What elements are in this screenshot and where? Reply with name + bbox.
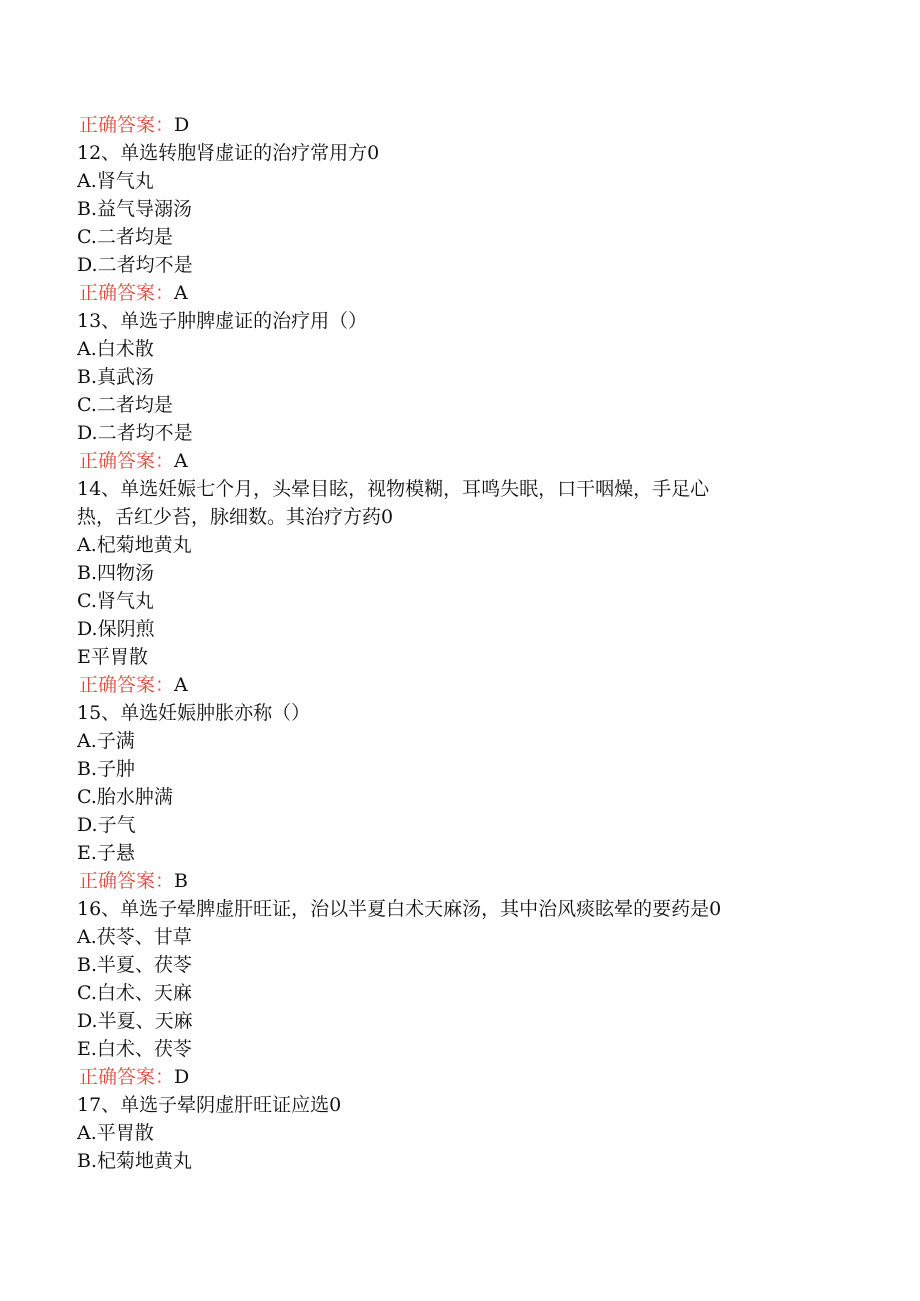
answer-option: A.茯苓、甘草 — [77, 926, 192, 948]
answer-option: B.杞菊地黄丸 — [77, 1150, 193, 1172]
answer-option: A.平胃散 — [77, 1122, 154, 1144]
correct-answer-label: 正确答案： — [79, 450, 175, 472]
answer-option: C.肾气丸 — [77, 590, 154, 612]
correct-answer-value: D — [174, 1066, 190, 1088]
correct-answer-line — [77, 447, 877, 475]
question-text: 16、单选子晕脾虚肝旺证，治以半夏白术天麻汤，其中治风痰眩晕的要药是0 — [77, 898, 722, 920]
question-text: 13、单选子肿脾虚证的治疗用（） — [77, 310, 368, 332]
answer-option: B.真武汤 — [77, 366, 155, 388]
answer-option: D.二者均不是 — [77, 422, 193, 444]
question-text: 15、单选妊娠肿胀亦称（） — [77, 702, 311, 724]
correct-answer-value: D — [174, 114, 190, 136]
correct-answer-label: 正确答案： — [79, 114, 175, 136]
answer-option: B.益气导溺汤 — [77, 198, 193, 220]
answer-option: A.肾气丸 — [77, 170, 154, 192]
question-text: 14、单选妊娠七个月，头晕目眩，视物模糊，耳鸣失眠，口干咽燥，手足心 — [77, 478, 710, 500]
document-body — [77, 111, 877, 1175]
question-text: 12、单选转胞肾虚证的治疗常用方0 — [77, 142, 380, 164]
correct-answer-line — [77, 1063, 877, 1091]
answer-option: A.白术散 — [77, 338, 154, 360]
correct-answer-value: A — [174, 282, 188, 304]
correct-answer-line — [77, 867, 877, 895]
correct-answer-label: 正确答案： — [79, 282, 175, 304]
correct-answer-line — [77, 111, 877, 139]
answer-option: B.半夏、茯苓 — [77, 954, 193, 976]
correct-answer-line — [77, 279, 877, 307]
correct-answer-line — [77, 671, 877, 699]
correct-answer-value: B — [174, 870, 188, 892]
answer-option: C.二者均是 — [77, 394, 173, 416]
answer-option: A.子满 — [77, 730, 135, 752]
correct-answer-label: 正确答案： — [79, 674, 175, 696]
answer-option: D.子气 — [77, 814, 136, 836]
answer-option: D.半夏、天麻 — [77, 1010, 193, 1032]
answer-option: D.保阴煎 — [77, 618, 155, 640]
answer-option: E.白术、茯苓 — [77, 1038, 192, 1060]
answer-option: E.子悬 — [77, 842, 135, 864]
question-text: 热，舌红少苔，脉细数。其治疗方药0 — [77, 506, 394, 528]
correct-answer-label: 正确答案： — [79, 870, 175, 892]
answer-option: E平胃散 — [77, 646, 148, 668]
answer-option: C.胎水肿满 — [77, 786, 173, 808]
answer-option: C.二者均是 — [77, 226, 173, 248]
correct-answer-label: 正确答案： — [79, 1066, 175, 1088]
answer-option: C.白术、天麻 — [77, 982, 192, 1004]
answer-option: D.二者均不是 — [77, 254, 193, 276]
answer-option: B.四物汤 — [77, 562, 155, 584]
answer-option: A.杞菊地黄丸 — [77, 534, 192, 556]
question-text: 17、单选子晕阴虚肝旺证应选0 — [77, 1094, 342, 1116]
answer-option: B.子肿 — [77, 758, 136, 780]
correct-answer-value: A — [174, 450, 188, 472]
correct-answer-value: A — [174, 674, 188, 696]
